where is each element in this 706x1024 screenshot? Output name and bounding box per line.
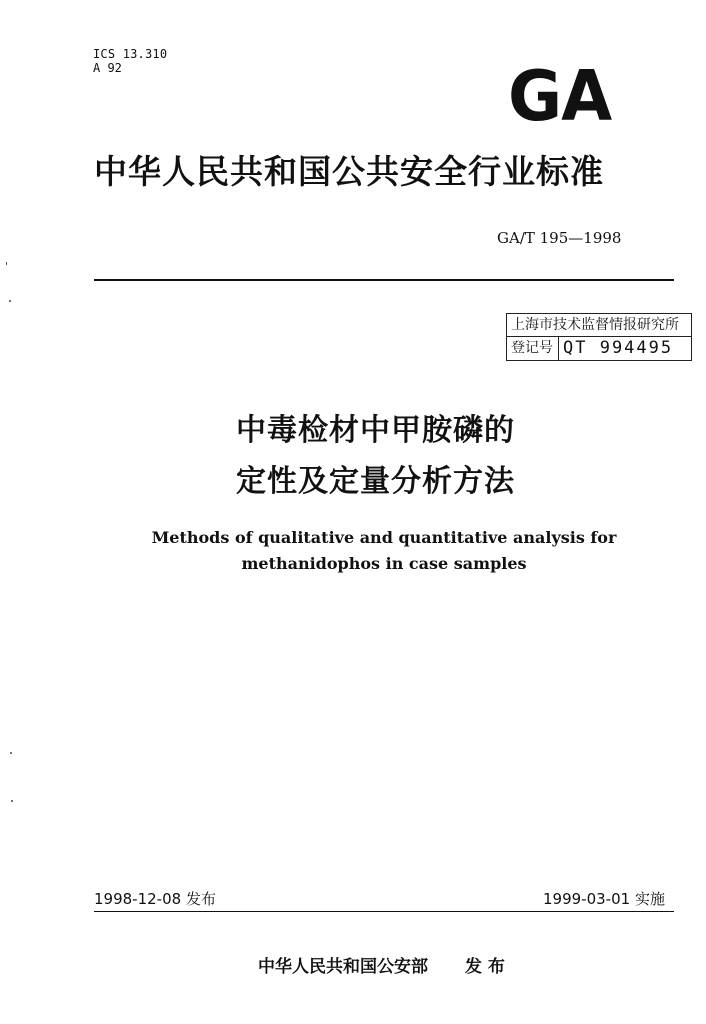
scan-speck [11, 800, 13, 802]
document-title-en-line2: methanidophos in case samples [241, 554, 527, 573]
stamp-registration-label: 登记号 [507, 337, 559, 361]
scan-speck [10, 752, 12, 754]
document-title-cn-line2: 定性及定量分析方法 [236, 464, 515, 499]
document-title-cn-line1: 中毒检材中甲胺磷的 [236, 413, 515, 448]
ics-code: ICS 13.310 [93, 47, 168, 61]
issue-date: 1998-12-08 发布 [94, 890, 216, 908]
implementation-date: 1999-03-01 实施 [543, 890, 665, 908]
stamp-registration-row [507, 337, 691, 361]
document-title-en-line1: Methods of qualitative and quantitative analysis for [151, 528, 617, 547]
bottom-divider [94, 911, 674, 912]
publisher: 中华人民共和国公安部 [258, 957, 428, 977]
registry-stamp [506, 313, 692, 361]
scan-speck [9, 300, 11, 302]
scan-speck [6, 262, 7, 265]
stamp-registration-number: QT 994495 [563, 338, 674, 358]
top-divider [94, 279, 674, 281]
ga-logo: GA [508, 56, 612, 137]
classification-code: A 92 [93, 61, 122, 75]
publish-label: 发 布 [465, 957, 505, 977]
stamp-institute: 上海市技术监督情报研究所 [507, 314, 691, 337]
standard-number: GA/T 195—1998 [497, 229, 622, 247]
standard-title: 中华人民共和国公共安全行业标准 [94, 152, 604, 191]
